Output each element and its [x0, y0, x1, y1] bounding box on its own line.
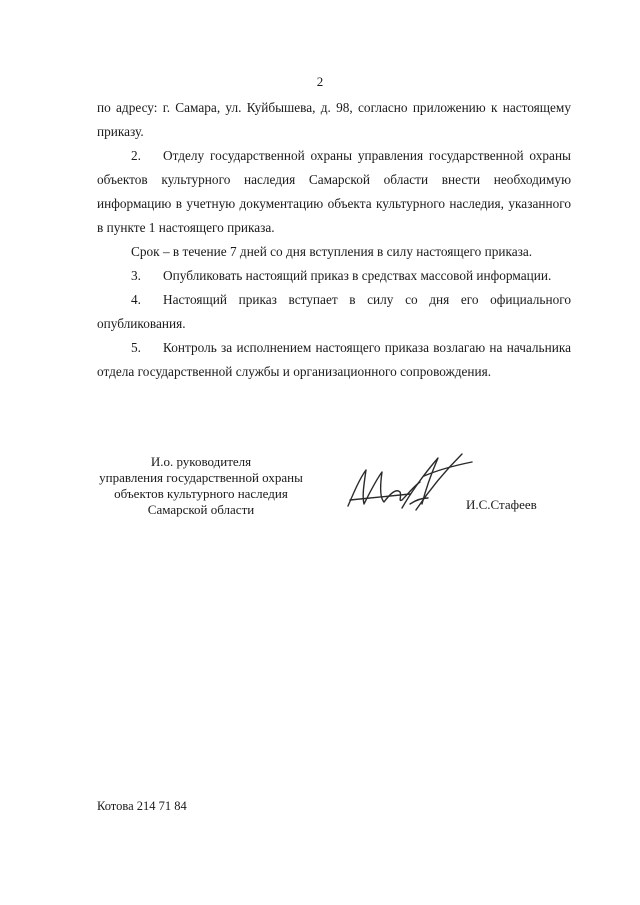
paragraph-5: [97, 336, 571, 384]
deadline-line: Срок – в течение 7 дней со дня вступления в силу настоящего приказа.: [131, 244, 533, 259]
paragraph-2-number: 2.: [131, 148, 141, 163]
paragraph-5-number: 5.: [131, 340, 141, 355]
signatory-title-line-2: управления государственной охраны: [99, 470, 303, 485]
paragraph-2-text: Отделу государственной охраны управления государственной охраны объектов культурного наследия Самарской области внести необходимую информацию в учетную документацию объекта культурного наследия, указанного в пункте 1 настоящего приказа.: [97, 148, 571, 235]
signatory-title-line-1: И.о. руководителя: [150, 454, 252, 469]
paragraph-5-text: Контроль за исполнением настоящего приказа возлагаю на начальника отдела государственной службы и организационного сопровождения.: [97, 340, 571, 379]
paragraph-3: [97, 264, 571, 288]
executor-contact: Котова 214 71 84: [97, 799, 187, 813]
page-number: 2: [316, 74, 324, 89]
signatory-title-line-4: Самарской области: [147, 502, 255, 517]
paragraph-4: [97, 288, 571, 336]
paragraph-3-number: 3.: [131, 268, 141, 283]
order-body: [97, 96, 571, 384]
signer-name: И.С.Стафеев: [466, 497, 537, 512]
signatory-title: [86, 454, 316, 518]
handwritten-signature: [340, 448, 480, 523]
paragraph-4-text: Настоящий приказ вступает в силу со дня его официального опубликования.: [97, 292, 571, 331]
paragraph-4-number: 4.: [131, 292, 141, 307]
paragraph-1-continuation: по адресу: г. Самара, ул. Куйбышева, д. 98, согласно приложению к настоящему приказу.: [97, 100, 571, 139]
paragraph-3-text: Опубликовать настоящий приказ в средствах массовой информации.: [163, 268, 552, 283]
signatory-title-line-3: объектов культурного наследия: [114, 486, 288, 501]
paragraph-2: [97, 144, 571, 240]
